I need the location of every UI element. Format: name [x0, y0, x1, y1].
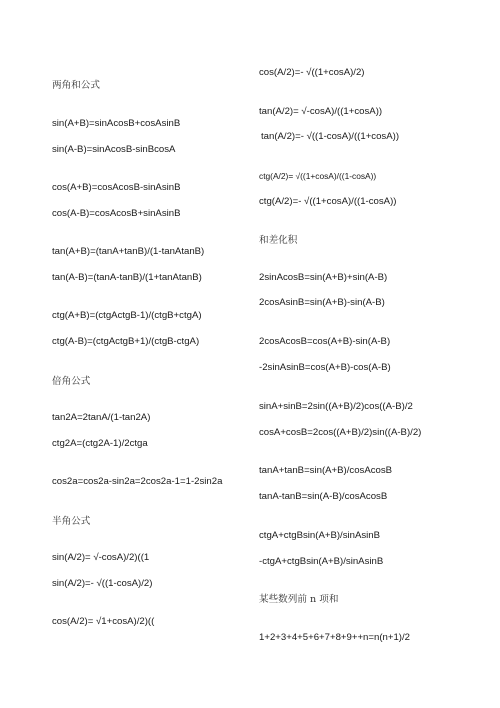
formula-tanA-minus-tanB: tanA-tanB=sin(A-B)/cosAcosB: [259, 491, 388, 502]
formula-cos-diff: cos(A-B)=cosAcosB+sinAsinB: [52, 208, 181, 219]
formula-2cosAcosB: 2cosAcosB=cos(A+B)-sin(A-B): [259, 336, 391, 347]
formula-neg2sinAsinB: -2sinAsinB=cos(A+B)-cos(A-B): [259, 362, 391, 373]
heading-series-sums: 某些数列前 n 项和: [259, 594, 339, 605]
formula-arithmetic-series: 1+2+3+4+5+6+7+8+9++n=n(n+1)/2: [259, 632, 410, 643]
heading-double-angle: 倍角公式: [52, 376, 91, 387]
formula-sin-half-neg: sin(A/2)=- √((1-cosA)/2): [52, 578, 153, 589]
formula-cos-half-pos: cos(A/2)= √1+cosA)/2)((: [52, 616, 155, 627]
formula-ctg-diff: ctg(A-B)=(ctgActgB+1)/(ctgB-ctgA): [52, 336, 200, 347]
formula-ctg-half-pos: ctg(A/2)= √((1+cosA)/((1-cosA)): [259, 171, 377, 181]
formula-sin-diff: sin(A-B)=sinAcosB-sinBcosA: [52, 144, 176, 155]
formula-tan-sum: tan(A+B)=(tanA+tanB)/(1-tanAtanB): [52, 246, 205, 257]
formula-2cosAsinB: 2cosAsinB=sin(A+B)-sin(A-B): [259, 297, 385, 308]
formula-cos-double: cos2a=cos2a-sin2a=2cos2a-1=1-2sin2a: [52, 476, 223, 487]
formula-cosA-plus-cosB: cosA+cosB=2cos((A+B)/2)sin((A-B)/2): [259, 427, 422, 438]
formula-tan-diff: tan(A-B)=(tanA-tanB)/(1+tanAtanB): [52, 272, 202, 283]
formula-ctg-double: ctg2A=(ctg2A-1)/2ctga: [52, 438, 148, 449]
formula-neg-ctgA-plus-ctgB: -ctgA+ctgBsin(A+B)/sinAsinB: [259, 556, 384, 567]
formula-sinA-plus-sinB: sinA+sinB=2sin((A+B)/2)cos((A-B)/2: [259, 401, 413, 412]
formula-tan-half-neg: tan(A/2)=- √((1-cosA)/((1+cosA)): [261, 131, 400, 142]
formula-ctg-sum: ctg(A+B)=(ctgActgB-1)/(ctgB+ctgA): [52, 310, 202, 321]
formula-ctg-half-neg: ctg(A/2)=- √((1+cosA)/((1-cosA)): [259, 196, 397, 207]
heading-sum-to-product: 和差化积: [259, 235, 298, 246]
formula-ctgA-plus-ctgB: ctgA+ctgBsin(A+B)/sinAsinB: [259, 530, 381, 541]
formula-cos-sum: cos(A+B)=cosAcosB-sinAsinB: [52, 182, 181, 193]
formula-tan-half-pos: tan(A/2)= √-cosA)/((1+cosA)): [259, 106, 383, 117]
formula-tan-double: tan2A=2tanA/(1-tan2A): [52, 412, 151, 423]
heading-half-angle: 半角公式: [52, 516, 91, 527]
formula-sin-half-pos: sin(A/2)= √-cosA)/2)((1: [52, 552, 150, 563]
heading-sum-formulas: 两角和公式: [52, 80, 100, 91]
formula-sin-sum: sin(A+B)=sinAcosB+cosAsinB: [52, 118, 181, 129]
formula-2sinAcosB: 2sinAcosB=sin(A+B)+sin(A-B): [259, 272, 388, 283]
formula-cos-half-neg: cos(A/2)=- √((1+cosA)/2): [259, 67, 365, 78]
formula-tanA-plus-tanB: tanA+tanB=sin(A+B)/cosAcosB: [259, 465, 393, 476]
